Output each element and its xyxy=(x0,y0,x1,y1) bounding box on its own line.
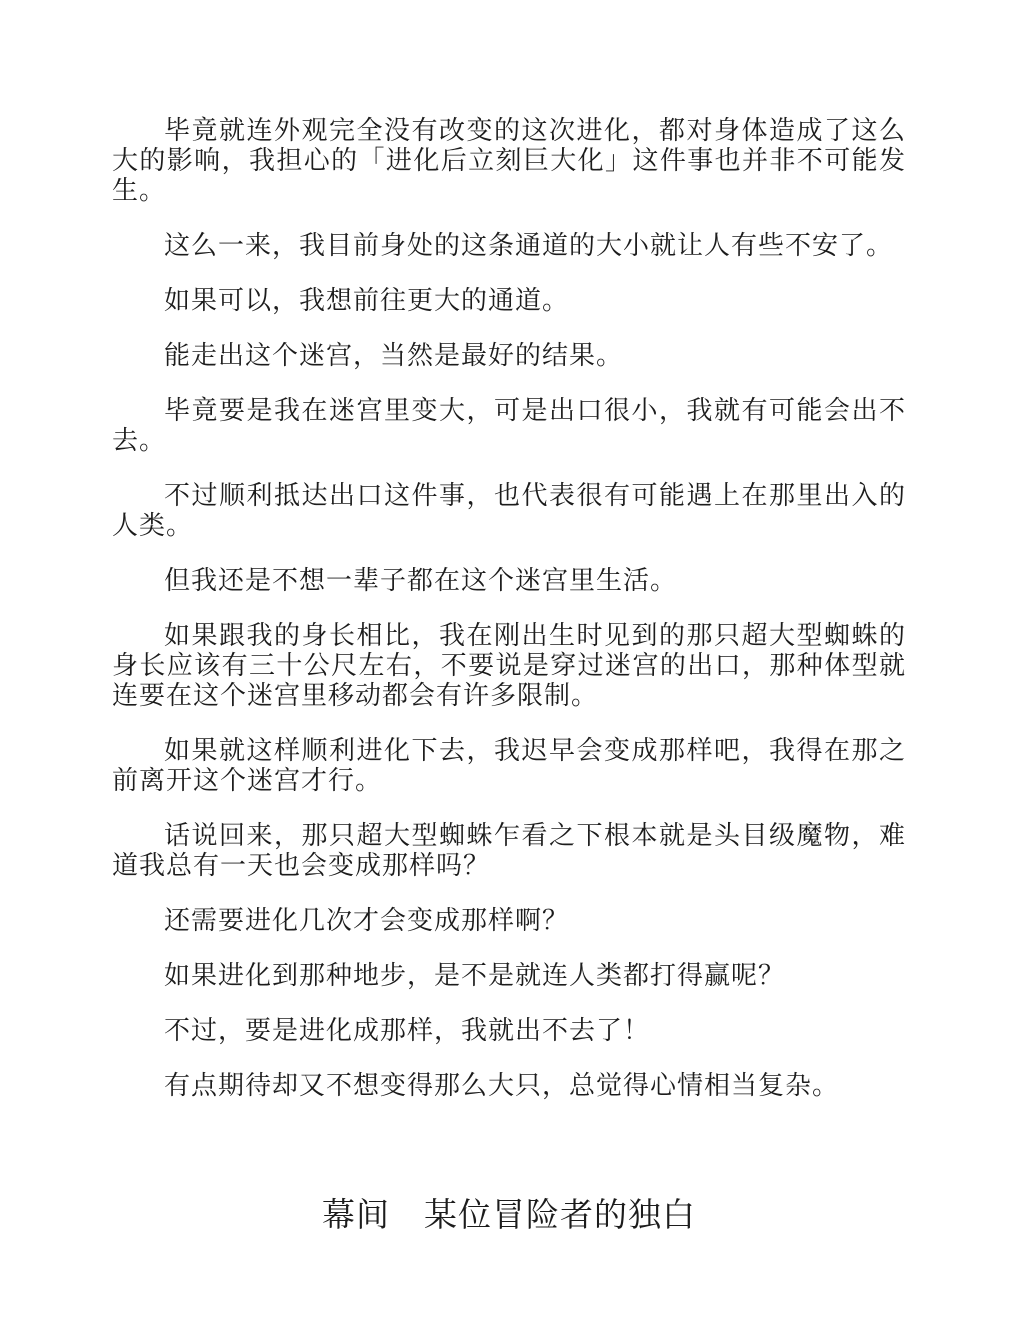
paragraph: 如果跟我的身长相比，我在刚出生时见到的那只超大型蜘蛛的身长应该有三十公尺左右，不要说是穿过迷宫的出口，那种体型就连要在这个迷宫里移动都会有许多限制。 xyxy=(112,621,906,710)
section-heading: 幕间 某位冒险者的独白 xyxy=(322,1198,696,1234)
paragraph: 话说回来，那只超大型蜘蛛乍看之下根本就是头目级魔物，难道我总有一天也会变成那样吗？ xyxy=(112,821,906,880)
paragraph: 不过顺利抵达出口这件事，也代表很有可能遇上在那里出入的人类。 xyxy=(112,481,906,540)
paragraph: 能走出这个迷宫，当然是最好的结果。 xyxy=(164,341,624,370)
paragraph: 但我还是不想一辈子都在这个迷宫里生活。 xyxy=(164,566,678,595)
paragraph: 如果可以，我想前往更大的通道。 xyxy=(164,286,570,315)
paragraph: 不过，要是进化成那样，我就出不去了！ xyxy=(164,1016,651,1045)
paragraph: 如果进化到那种地步，是不是就连人类都打得赢呢？ xyxy=(164,961,786,990)
paragraph: 毕竟就连外观完全没有改变的这次进化，都对身体造成了这么大的影响，我担心的「进化后立刻巨大化」这件事也并非不可能发生。 xyxy=(112,116,906,205)
paragraph: 有点期待却又不想变得那么大只，总觉得心情相当复杂。 xyxy=(164,1071,840,1100)
paragraph: 这么一来，我目前身处的这条通道的大小就让人有些不安了。 xyxy=(164,231,894,260)
paragraph: 还需要进化几次才会变成那样啊？ xyxy=(164,906,570,935)
paragraph: 如果就这样顺利进化下去，我迟早会变成那样吧，我得在那之前离开这个迷宫才行。 xyxy=(112,736,906,795)
paragraph: 毕竟要是我在迷宫里变大，可是出口很小，我就有可能会出不去。 xyxy=(112,396,906,455)
